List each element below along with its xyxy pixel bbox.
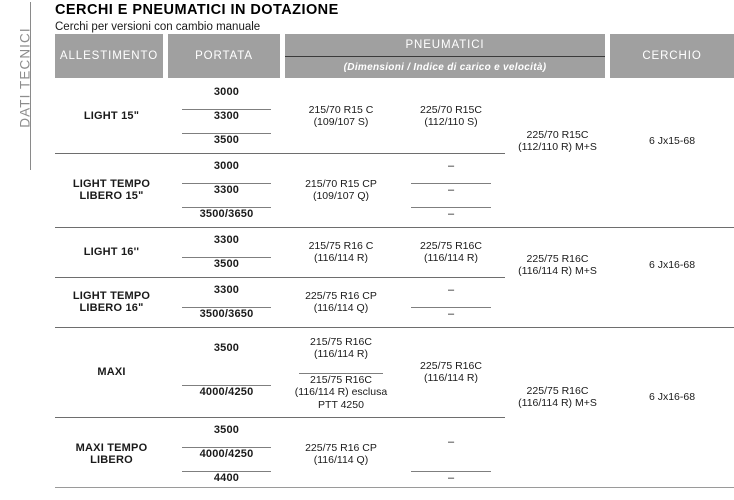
cell-portata bbox=[168, 128, 285, 152]
portata-value: 4400 bbox=[213, 472, 240, 485]
column-header-pneumatici-subtitle: (Dimensioni / Indice di carico e velocità) bbox=[343, 62, 547, 73]
cell-allestimento: LIGHT 16'' bbox=[83, 245, 140, 258]
allestimento-line: LIBERO 16ʺ bbox=[79, 302, 144, 314]
cell-tyre-secondary bbox=[397, 80, 505, 152]
table-row bbox=[55, 80, 734, 104]
tyre-line: (116/114 R) bbox=[314, 252, 368, 264]
portata-value: 3500/3650 bbox=[199, 308, 254, 321]
cell-portata bbox=[168, 252, 285, 276]
allestimento-line: LIBERO 15ʺ bbox=[79, 190, 144, 202]
cell-tyre-primary bbox=[285, 80, 397, 152]
cell-tyre-primary bbox=[285, 418, 397, 491]
dash-value: – bbox=[447, 472, 455, 485]
cell-tyre-ms bbox=[505, 328, 610, 467]
cell-portata bbox=[168, 368, 285, 416]
dash-value: – bbox=[447, 184, 455, 197]
table-header-band bbox=[55, 34, 734, 78]
tyre-line: 215/70 R15 CP bbox=[305, 177, 377, 190]
cell-tyre-secondary: – bbox=[447, 159, 455, 172]
tyre-line: 215/75 R16C bbox=[310, 373, 372, 386]
portata-value: 3300 bbox=[213, 110, 240, 123]
allestimento-line: MAXI TEMPO bbox=[75, 441, 148, 454]
cell-portata bbox=[168, 202, 285, 226]
column-header-pneumatici-title: PNEUMATICI bbox=[405, 39, 485, 51]
cell-allestimento bbox=[55, 278, 168, 327]
cell-tyre-secondary bbox=[397, 302, 505, 326]
tyre-line: PTT 4250 bbox=[318, 398, 364, 411]
tyre-line: 215/70 R15 C bbox=[308, 103, 374, 116]
page-title: CERCHI E PNEUMATICI IN DOTAZIONE bbox=[55, 2, 339, 18]
spec-table bbox=[55, 80, 734, 490]
page-subtitle: Cerchi per versioni con cambio manuale bbox=[55, 21, 261, 33]
cell-tyre-primary bbox=[285, 228, 397, 277]
tyre-line: 225/75 R16C bbox=[526, 384, 589, 397]
cell-portata bbox=[168, 302, 285, 326]
allestimento-line: LIBERO bbox=[90, 454, 133, 466]
cell-tyre-secondary bbox=[397, 202, 505, 226]
cell-portata bbox=[168, 178, 285, 202]
cell-portata bbox=[168, 442, 285, 466]
cell-tyre-secondary: – bbox=[447, 435, 455, 448]
dash-value: – bbox=[447, 208, 455, 221]
tyre-line: 215/75 R16C bbox=[310, 335, 372, 348]
allestimento-line: LIGHT TEMPO bbox=[72, 177, 151, 190]
cell-portata bbox=[168, 104, 285, 128]
cell-allestimento: MAXI bbox=[97, 365, 126, 378]
tyre-line: (109/107 Q) bbox=[312, 190, 370, 202]
tyre-line: (112/110 R) M+S bbox=[518, 141, 597, 153]
tyre-line: 225/70 R15C bbox=[420, 103, 482, 116]
portata-value: 3500 bbox=[213, 134, 240, 147]
column-header-pneumatici bbox=[285, 34, 605, 78]
tyre-line: 225/75 R16C bbox=[420, 359, 482, 372]
column-header-cerchio: CERCHIO bbox=[610, 34, 734, 78]
sidebar-tab-label: DATI TECNICI bbox=[17, 27, 33, 128]
cell-tyre-secondary bbox=[397, 178, 505, 202]
cell-allestimento bbox=[55, 418, 168, 491]
column-header-allestimento: ALLESTIMENTO bbox=[55, 34, 163, 78]
tyre-line: (116/114 R) bbox=[424, 372, 478, 384]
tyre-line: (116/114 Q) bbox=[313, 454, 369, 466]
portata-value: 3500/3650 bbox=[199, 208, 254, 221]
table-row bbox=[55, 228, 734, 253]
cell-tyre-ms bbox=[505, 228, 610, 303]
cell-portata: 3500 bbox=[213, 423, 240, 436]
cell-portata: 3300 bbox=[213, 283, 240, 296]
cell-tyre-primary bbox=[285, 154, 397, 227]
tyre-line: 225/70 R15C bbox=[526, 128, 589, 141]
sidebar-tab bbox=[0, 0, 38, 500]
portata-value: 3500 bbox=[213, 258, 240, 271]
tyre-line: (112/110 S) bbox=[424, 116, 478, 128]
cell-portata: 3300 bbox=[213, 233, 240, 246]
column-header-portata: PORTATA bbox=[168, 34, 280, 78]
page-content bbox=[55, 0, 734, 500]
cell-tyre-secondary bbox=[397, 228, 505, 277]
cell-allestimento bbox=[55, 154, 168, 227]
tyre-line: (116/114 R) M+S bbox=[518, 397, 597, 409]
tyre-line: 225/75 R16C bbox=[420, 239, 482, 252]
tyre-line: (109/107 S) bbox=[313, 116, 369, 128]
portata-value: 4000/4250 bbox=[199, 448, 254, 461]
tyre-line: 225/75 R16 CP bbox=[305, 289, 377, 302]
tyre-line: (116/114 R) M+S bbox=[518, 265, 597, 277]
tyre-line: (116/114 R) bbox=[424, 252, 478, 264]
cell-portata: 3000 bbox=[213, 85, 240, 98]
tyre-line: (116/114 Q) bbox=[313, 302, 369, 314]
allestimento-line: LIGHT TEMPO bbox=[72, 289, 151, 302]
portata-value: 4000/4250 bbox=[199, 386, 254, 399]
cell-cerchio: 6 Jx16-68 bbox=[648, 390, 696, 403]
cell-allestimento: LIGHT 15ʺ bbox=[83, 109, 140, 122]
portata-value: 3300 bbox=[213, 184, 240, 197]
table-bottom-border bbox=[55, 487, 734, 488]
table-row bbox=[55, 328, 734, 369]
cell-cerchio: 6 Jx16-68 bbox=[648, 258, 696, 271]
tyre-line: 225/75 R16 CP bbox=[305, 441, 377, 454]
cell-tyre-primary bbox=[285, 278, 397, 327]
cell-tyre-primary bbox=[285, 328, 397, 369]
cell-tyre-ms bbox=[505, 80, 610, 202]
cell-tyre-secondary bbox=[397, 328, 505, 417]
cell-portata: 3000 bbox=[213, 159, 240, 172]
cell-tyre-secondary: – bbox=[447, 283, 455, 296]
tyre-line: (116/114 R) esclusa bbox=[294, 386, 388, 399]
tyre-line: (116/114 R) bbox=[314, 348, 368, 360]
cell-tyre-primary bbox=[285, 368, 397, 416]
cell-portata: 3500 bbox=[213, 341, 240, 354]
dash-value: – bbox=[447, 308, 455, 321]
cell-cerchio: 6 Jx15-68 bbox=[648, 134, 696, 147]
tyre-line: 225/75 R16C bbox=[526, 252, 589, 265]
tyre-line: 215/75 R16 C bbox=[308, 239, 374, 252]
